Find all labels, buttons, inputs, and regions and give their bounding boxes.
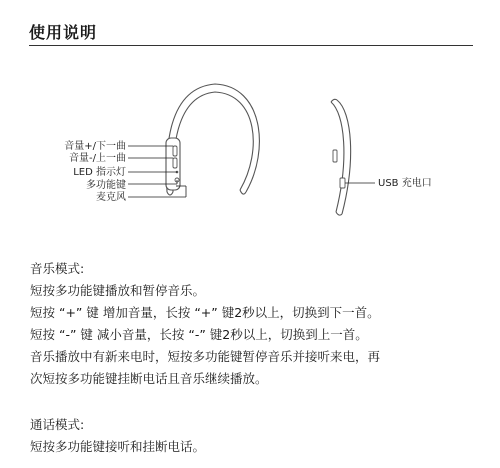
page-title: 使用说明 <box>29 23 98 42</box>
call-mode-section <box>30 414 205 458</box>
music-line: 短按多功能键播放和暂停音乐。 <box>30 283 206 298</box>
music-mode-heading: 音乐模式: <box>30 261 85 276</box>
call-line: 短按多功能键接听和挂断电话。 <box>30 439 206 454</box>
music-line: 短按 “-” 键 减小音量，长按 “-” 键2秒以上，切换到上一首。 <box>30 327 368 342</box>
music-line: 次短按多功能键挂断电话且音乐继续播放。 <box>30 371 268 386</box>
music-line: 音乐播放中有新来电时，短按多功能键暂停音乐并接听来电，再 <box>30 349 381 364</box>
headset-front-illustration <box>166 84 259 195</box>
music-mode-section <box>30 258 380 390</box>
headset-side-illustration <box>331 99 351 215</box>
label-led: LED 指示灯 <box>73 167 126 178</box>
call-mode-heading: 通话模式: <box>30 417 85 432</box>
music-line: 短按 “+” 键 增加音量，长按 “+” 键2秒以上，切换到下一首。 <box>30 305 380 320</box>
label-volume-up: 音量+/下一曲 <box>64 141 126 152</box>
label-multifunction: 多功能键 <box>86 180 126 191</box>
label-usb: USB 充电口 <box>378 178 432 189</box>
label-volume-down: 音量-/上一曲 <box>69 153 126 164</box>
label-microphone: 麦克风 <box>96 192 126 203</box>
